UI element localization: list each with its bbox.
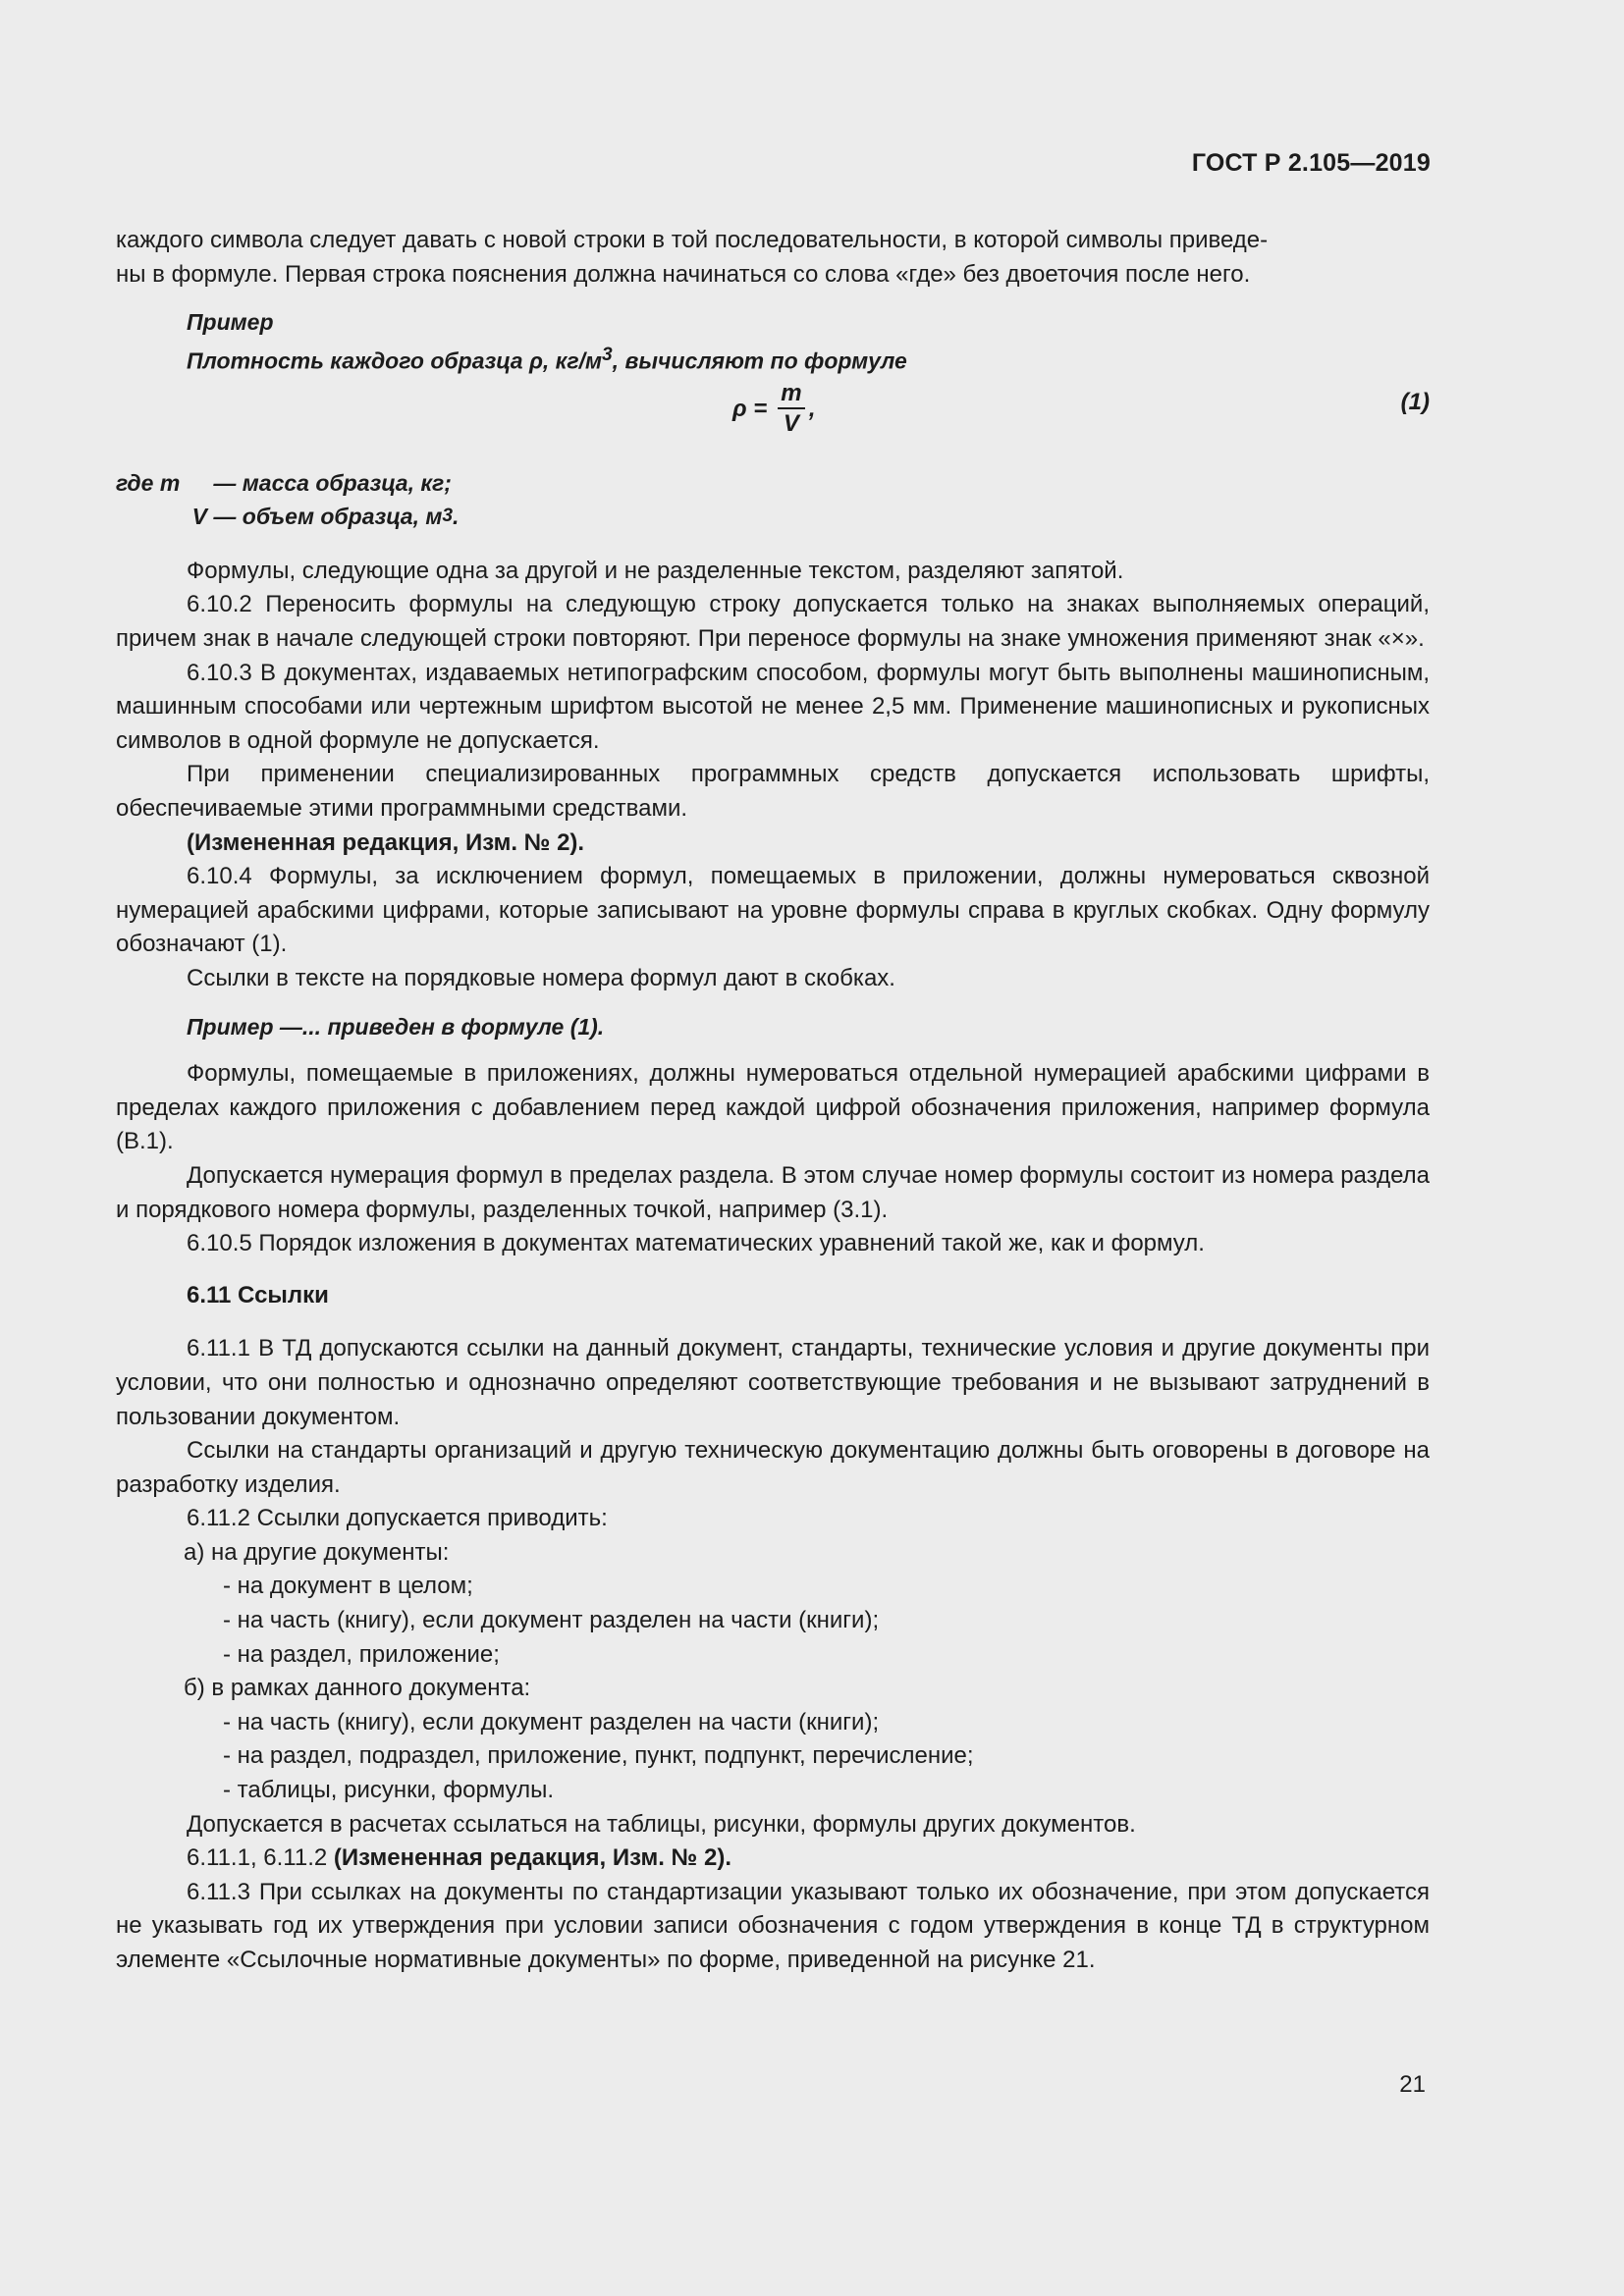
example-2: Пример —... приведен в формуле (1). (187, 1013, 605, 1040)
formula-row (116, 380, 1430, 458)
list-item-b: б) в рамках данного документа: (184, 1675, 531, 1702)
explanation-row-m: где m — масса образца, кг; (116, 469, 452, 496)
paragraph-section-numbering: Допускается нумерация формул в пределах раздела. В этом случае номер формулы состоит из номера раздела и порядкового номера формулы, разделенных точкой, например (3.1). (116, 1161, 1430, 1223)
paragraph-6-10-5: 6.10.5 Порядок изложения в документах математических уравнений такой же, как и формул. (187, 1230, 1205, 1257)
paragraph-calculations: Допускается в расчетах ссылаться на таблицы, рисунки, формулы других документов. (187, 1810, 1136, 1838)
formula-equals: = (746, 395, 774, 422)
paragraph-org-standards: Ссылки на стандарты организаций и другую техническую документацию должны быть оговорены в договоре на разработку изделия. (116, 1437, 1430, 1498)
paragraph-appendix: Формулы, помещаемые в приложениях, должны нумероваться отдельной нумерацией арабскими цифрами в пределах каждого приложения с добавлением перед каждой цифрой обозначения приложения, например формула (В.1). (116, 1060, 1430, 1155)
paragraph-refs: Ссылки в тексте на порядковые номера формул дают в скобках. (187, 964, 895, 991)
formula-number: (1) (1400, 388, 1430, 415)
paragraph-software: При применении специализированных программных средств допускается использовать шрифты, обеспечиваемые этими программными средствами. (116, 761, 1430, 822)
list-item-a: а) на другие документы: (184, 1538, 450, 1566)
list-b-subitem: - на часть (книгу), если документ разделен на части (книги); (223, 1708, 880, 1735)
example-block (116, 305, 1430, 378)
paragraph-6-10-2: 6.10.2 Переносить формулы на следующую строку допускается только на знаках выполняемых операций, причем знак в начале следующей строки повторяют. При переносе формулы на знаке умножения применяют знак «×». (116, 591, 1430, 653)
list-a-subitem: - на документ в целом; (223, 1573, 473, 1600)
document-code-header: ГОСТ Р 2.105—2019 (1191, 149, 1431, 177)
paragraph-separator: Формулы, следующие одна за другой и не разделенные текстом, разделяют запятой. (187, 557, 1124, 584)
page-number: 21 (1399, 2071, 1426, 2098)
intro-line-1: каждого символа следует давать с новой строки в той последовательности, в которой символы приведе- (116, 227, 1269, 253)
density-formula (732, 380, 816, 439)
example-text: Плотность каждого образца ρ, $кг/м^3$, вычисляют по формуле (187, 345, 907, 374)
list-b-subitem: - таблицы, рисунки, формулы. (223, 1777, 554, 1804)
paragraph-6-10-3: 6.10.3 В документах, издаваемых нетипографским способом, формулы могут быть выполнены машинописным, машинным способами или чертежным шрифтом высотой не менее 2,5 мм. Применение машинописных и рукописных символов в одной формуле не допускается. (116, 659, 1430, 754)
list-a-subitem: - на раздел, приложение; (223, 1640, 500, 1668)
paragraph-6-11-1: 6.11.1 В ТД допускаются ссылки на данный документ, стандарты, технические условия и другие документы при условии, что они полностью и однозначно определяют соответствующие требования и не вызывают затруднений в пользовании документом. (116, 1335, 1430, 1430)
formula-lhs: ρ (732, 395, 747, 422)
formula-fraction (778, 380, 805, 439)
section-title-6-11: 6.11 Ссылки (187, 1281, 329, 1308)
page-content (116, 224, 1430, 1978)
formula-numerator: m (781, 379, 802, 406)
amendment-note-2: 6.11.1, 6.11.2 (Измененная редакция, Изм. № 2). (187, 1844, 731, 1872)
paragraph-6-11-3: 6.11.3 При ссылках на документы по стандартизации указывают только их обозначение, при этом допускается не указывать год их утверждения при условии записи обозначения с годом утверждения в конце ТД в структурном элементе «Ссылочные нормативные документы» по форме, приведенной на рисунке 21. (116, 1878, 1430, 1973)
amendment-note-1: (Измененная редакция, Изм. № 2). (187, 828, 585, 856)
list-a-subitem: - на часть (книгу), если документ разделен на части (книги); (223, 1607, 880, 1634)
formula-comma: , (808, 395, 816, 422)
intro-line-2: ны в формуле. Первая строка пояснения должна начинаться со слова «где» без двоеточия после него. (116, 260, 1251, 288)
paragraph-6-11-2: 6.11.2 Ссылки допускается приводить: (187, 1505, 608, 1532)
formula-explanation (116, 466, 1430, 533)
list-b-subitem: - на раздел, подраздел, приложение, пункт, подпункт, перечисление; (223, 1742, 974, 1770)
explanation-row-v: V — объем образца, м 3 . (191, 503, 460, 529)
example-label: Пример (187, 309, 274, 336)
paragraph-6-10-4: 6.10.4 Формулы, за исключением формул, помещаемых в приложении, должны нумероваться сквозной нумерацией арабскими цифрами, которые записывают на уровне формулы справа в круглых скобках. Одну формулу обозначают (1). (116, 863, 1430, 958)
formula-denominator: V (783, 409, 799, 437)
